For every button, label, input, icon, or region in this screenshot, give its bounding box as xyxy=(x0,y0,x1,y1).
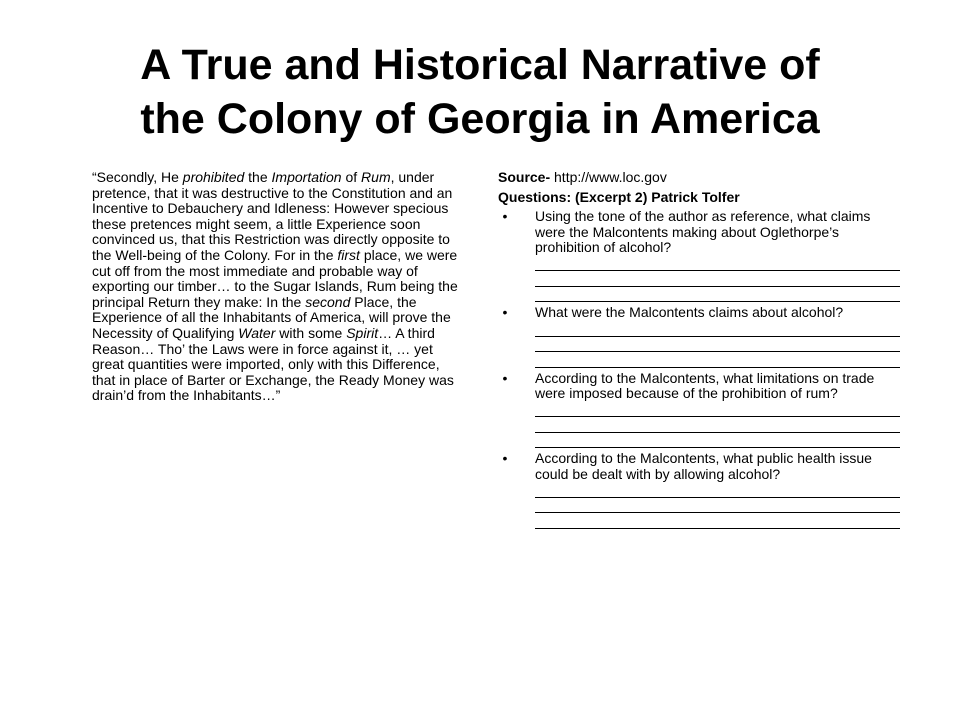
slide-title xyxy=(60,38,900,146)
question-item xyxy=(498,305,900,367)
excerpt-italic-text: second xyxy=(305,293,351,310)
excerpt-italic-text: first xyxy=(337,246,360,263)
answer-blank-line[interactable] xyxy=(535,287,900,303)
excerpt-text: with some xyxy=(275,324,347,341)
excerpt-text: , under pretence, that it was destructive to the Constitution and an Incentive to Debauchery and Idleness: However specious these pretences might seem, a little Experience soon convinced us, that this Restriction was directly opposite to the Well-being of the Colony. For in the xyxy=(92,169,453,263)
question-item xyxy=(498,209,900,302)
slide-title-line-2: the Colony of Georgia in America xyxy=(140,95,820,143)
question-list xyxy=(498,209,900,529)
questions-heading: Questions: (Excerpt 2) Patrick Tolfer xyxy=(498,188,740,205)
question-text: According to the Malcontents, what public health issue could be dealt with by allowing alcohol? xyxy=(535,450,872,482)
question-item xyxy=(498,451,900,529)
answer-blank-line[interactable] xyxy=(535,482,900,498)
excerpt-italic-text: Water xyxy=(238,324,276,341)
question-item xyxy=(498,371,900,449)
answer-blank-line[interactable] xyxy=(535,402,900,418)
source-line xyxy=(498,170,900,186)
answer-blank-line[interactable] xyxy=(535,433,900,449)
answer-blank-line[interactable] xyxy=(535,271,900,287)
excerpt-text: of xyxy=(341,169,362,185)
excerpt-text: the xyxy=(244,169,272,185)
excerpt-text: … A third Reason… Tho’ the Laws were in force against it, … yet great quantities were imported, only with this Difference, that in place of Barter or Exchange, the Ready Money was drain’d from the Inhabitants…” xyxy=(92,324,454,404)
bullet-icon: • xyxy=(502,450,508,467)
question-text: Using the tone of the author as reference, what claims were the Malcontents making about Oglethorpe’s prohibition of alcohol? xyxy=(535,208,871,256)
source-label: Source- xyxy=(498,169,551,185)
historical-excerpt xyxy=(92,170,464,404)
question-text: According to the Malcontents, what limitations on trade were imposed because of the prohibition of rum? xyxy=(535,369,875,402)
answer-blank-line[interactable] xyxy=(535,352,900,368)
answer-blank-line[interactable] xyxy=(535,337,900,353)
excerpt-italic-text: Rum xyxy=(361,169,391,185)
excerpt-italic-text: Spirit xyxy=(346,324,379,341)
answer-blank-line[interactable] xyxy=(535,256,900,272)
excerpt-italic-text: prohibited xyxy=(182,169,245,185)
bullet-icon: • xyxy=(502,369,508,386)
answer-blank-line[interactable] xyxy=(535,417,900,433)
answer-blank-line[interactable] xyxy=(535,498,900,514)
source-url: http://www.loc.gov xyxy=(550,169,667,185)
excerpt-text: “Secondly, He xyxy=(92,169,183,185)
bullet-icon: • xyxy=(502,208,508,225)
excerpt-text: place, we were cut off from the most immediate and probable way of exporting our timber… to the Sugar Islands, Rum being the principal Return they make: In the xyxy=(92,246,458,310)
excerpt-text: Place, the Experience of all the Inhabitants of America, will prove the Necessity of Qualifying xyxy=(92,293,451,341)
excerpt-italic-text: Importation xyxy=(271,169,342,185)
questions-panel xyxy=(498,170,900,532)
slide-title-line-1: A True and Historical Narrative of xyxy=(140,41,820,89)
answer-blank-line[interactable] xyxy=(535,321,900,337)
bullet-icon: • xyxy=(502,304,508,321)
question-text: What were the Malcontents claims about alcohol? xyxy=(535,304,844,321)
answer-blank-line[interactable] xyxy=(535,513,900,529)
